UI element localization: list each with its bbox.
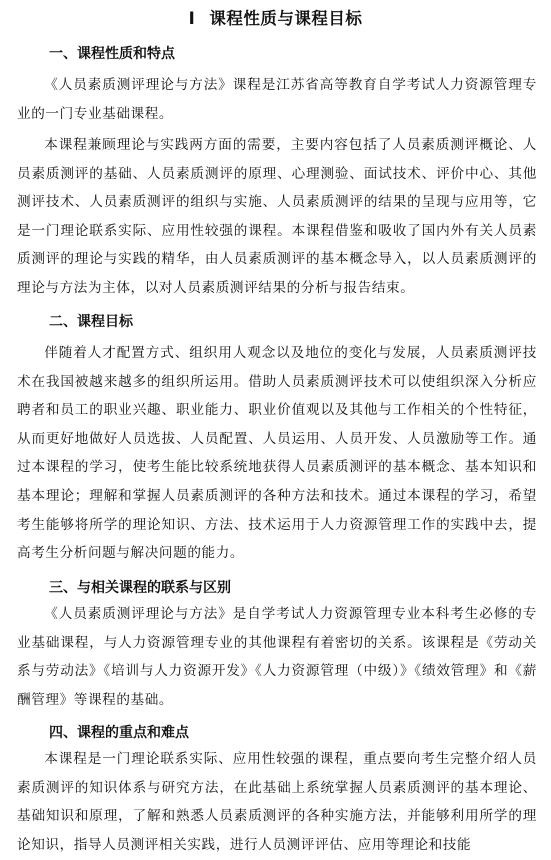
section-4-paragraph-1: 本课程是一门理论联系实际、应用性较强的课程，重点要向考生完整介绍人员素质测评的知识体系与研究方法，在此基础上系统掌握人员素质测评的基本理论、基础知识和原理，了解和熟悉人员素质测评的各种实施方法，并能够利用所学的理论知识，指导人员测评相关实践，进行人员测评评估、应用等理论和技能	[17, 751, 537, 853]
section-2-paragraph-1: 伴随着人才配置方式、组织用人观念以及地位的变化与发展，人员素质测评技术在我国被越来越多的组织所运用。借助人员素质测评技术可以使组织深入分析应聘者和员工的职业兴趣、职业能力、职业价值观以及其他与工作相关的个性特征，从而更好地做好人员选拔、人员配置、人员运用、人员开发、人员激励等工作。通过本课程的学习，使考生能比较系统地获得人员素质测评的基本概念、基本知识和基本理论；理解和掌握人员素质测评的各种方法和技术。通过本课程的学习，希望考生能够将所学的理论知识、方法、技术运用于人力资源管理工作的实践中去，提高考生分析问题与解决问题的能力。	[17, 345, 537, 562]
section-1-paragraph-1: 《人员素质测评理论与方法》课程是江苏省高等教育自学考试人力资源管理专业的一门专业基础课程。	[17, 77, 537, 122]
page-title	[0, 8, 551, 30]
section-1-paragraph-2: 本课程兼顾理论与实践两方面的需要，主要内容包括了人员素质测评概论、人员素质测评的基础、人员素质测评的原理、心理测验、面试技术、评价中心、其他测评技术、人员素质测评的组织与实施、人员素质测评的结果的呈现与应用等，它是一门理论联系实际、应用性较强的课程。本课程借鉴和吸收了国内外有关人员素质测评的理论与实践的精华，由人员素质测评的基本概念导入，以人员素质测评的理论与方法为主体，以对人员素质测评结果的分析与报告结束。	[17, 137, 537, 296]
section-heading-2: 二、课程目标	[49, 314, 133, 330]
section-heading-1: 一、课程性质和特点	[49, 46, 175, 62]
section-heading-4: 四、课程的重点和难点	[49, 725, 189, 741]
title-text: 课程性质与课程目标	[209, 9, 363, 28]
section-heading-3: 三、与相关课程的联系与区别	[49, 580, 231, 596]
title-number: Ⅰ	[188, 9, 196, 28]
section-3-paragraph-1: 《人员素质测评理论与方法》是自学考试人力资源管理专业本科考生必修的专业基础课程，与人力资源管理专业的其他课程有着密切的关系。该课程是《劳动关系与劳动法》《培训与人力资源开发》《人力资源管理（中级）》《绩效管理》和《薪酬管理》等课程的基础。	[17, 606, 537, 708]
